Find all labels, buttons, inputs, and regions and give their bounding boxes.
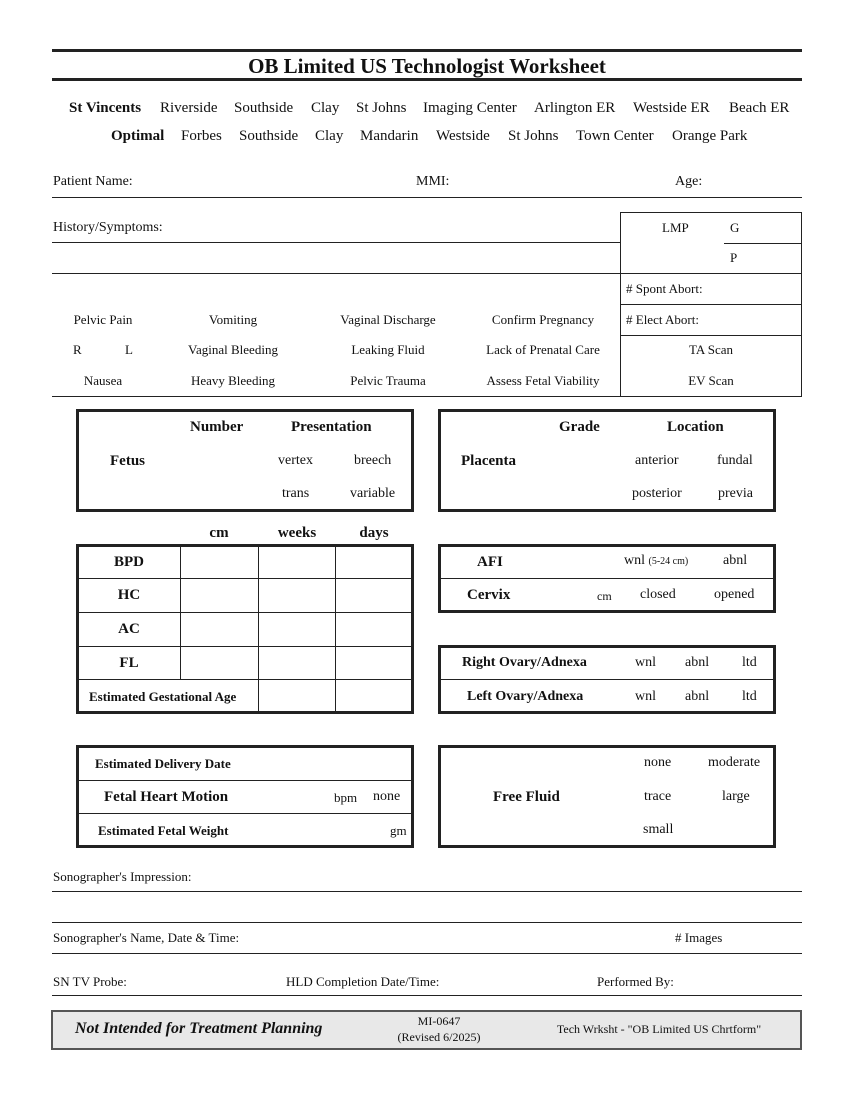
age-label: Age: <box>675 174 703 189</box>
location-group-label: Optimal <box>111 128 165 144</box>
cervix-closed-option[interactable]: closed <box>640 587 676 602</box>
images-label: # Images <box>675 930 723 945</box>
divider <box>78 813 412 814</box>
history-line[interactable] <box>52 242 620 243</box>
fetus-presentation-header: Presentation <box>291 419 372 435</box>
biometry-row-label: AC <box>118 621 140 637</box>
afi-wnl-option[interactable] <box>624 553 688 569</box>
symptom-option[interactable]: Confirm Pregnancy <box>491 312 595 327</box>
biometry-row-label: FL <box>119 655 139 671</box>
left-ovary-abnl[interactable]: abnl <box>685 689 710 704</box>
fhm-none-option[interactable]: none <box>373 789 401 804</box>
placenta-label: Placenta <box>461 453 516 469</box>
placenta-grade-header: Grade <box>559 419 600 435</box>
placenta-option[interactable]: previa <box>718 486 753 501</box>
divider <box>620 304 802 305</box>
symptom-option[interactable]: Pelvic Pain <box>73 312 133 327</box>
biometry-row-label: HC <box>117 587 141 603</box>
right-ovary-wnl[interactable]: wnl <box>635 655 656 670</box>
symptom-option[interactable]: Vomiting <box>208 312 258 327</box>
history-label: History/Symptoms: <box>53 220 163 235</box>
symptom-option[interactable]: Assess Fetal Viability <box>486 373 600 388</box>
biometry-row-label: BPD <box>114 554 144 570</box>
location-option[interactable]: Clay <box>315 128 344 144</box>
afi-abnl-option[interactable]: abnl <box>723 553 748 568</box>
probe-label: SN TV Probe: <box>53 974 127 989</box>
symptom-option[interactable]: R <box>73 342 82 357</box>
divider <box>724 243 802 244</box>
location-option[interactable]: St Johns <box>508 128 559 144</box>
symptom-option[interactable]: Leaking Fluid <box>351 342 425 357</box>
location-option[interactable]: Forbes <box>181 128 222 144</box>
divider <box>78 612 412 613</box>
location-option[interactable]: Clay <box>311 100 340 116</box>
symptom-option[interactable]: L <box>125 342 133 357</box>
divider <box>78 679 412 680</box>
patient-name-label: Patient Name: <box>53 174 133 189</box>
footer-form-name: Tech Wrksht - "OB Limited US Chrtform" <box>556 1022 762 1036</box>
efw-label: Estimated Fetal Weight <box>98 823 229 838</box>
free-fluid-option[interactable]: none <box>644 755 672 770</box>
fetus-number-header: Number <box>190 419 244 435</box>
cervix-cm-unit: cm <box>597 589 612 603</box>
impression-label: Sonographer's Impression: <box>53 869 192 884</box>
symptom-option[interactable]: Lack of Prenatal Care <box>486 342 600 357</box>
divider <box>78 780 412 781</box>
location-option[interactable]: St Johns <box>356 100 407 116</box>
footer-form-number: MI-0647 <box>417 1014 461 1028</box>
gravida-label: G <box>730 220 740 235</box>
presentation-option[interactable]: trans <box>282 486 310 501</box>
location-option[interactable]: Mandarin <box>360 128 419 144</box>
title-bottom-rule <box>52 78 802 81</box>
symptom-option[interactable]: Vaginal Discharge <box>340 312 436 327</box>
free-fluid-option[interactable]: large <box>722 789 750 804</box>
presentation-option[interactable]: breech <box>354 453 392 468</box>
afi-range-text: (5-24 cm) <box>648 556 689 567</box>
presentation-option[interactable]: variable <box>350 486 396 501</box>
left-ovary-ltd[interactable]: ltd <box>742 689 757 704</box>
placenta-location-header: Location <box>667 419 724 435</box>
patient-field-line[interactable] <box>52 197 802 198</box>
impression-line[interactable] <box>52 922 802 923</box>
footer-disclaimer: Not Intended for Treatment Planning <box>75 1020 323 1037</box>
divider <box>440 679 774 680</box>
location-option[interactable]: Southside <box>234 100 294 116</box>
probe-line[interactable] <box>52 995 802 996</box>
mmi-label: MMI: <box>416 174 450 189</box>
sonographer-line[interactable] <box>52 953 802 954</box>
afi-label: AFI <box>477 554 503 570</box>
lmp-label: LMP <box>662 220 689 235</box>
cervix-label: Cervix <box>467 587 511 603</box>
afi-wnl-text: wnl <box>624 553 645 568</box>
symptom-option[interactable]: Vaginal Bleeding <box>188 342 278 357</box>
ega-label: Estimated Gestational Age <box>89 689 237 704</box>
biometry-header-days: days <box>359 525 389 541</box>
location-option[interactable]: Arlington ER <box>534 100 616 116</box>
left-ovary-label: Left Ovary/Adnexa <box>467 689 584 704</box>
divider <box>440 578 774 579</box>
spont-abort-label: # Spont Abort: <box>626 281 703 296</box>
bpm-unit: bpm <box>334 790 358 805</box>
location-option[interactable]: Imaging Center <box>423 100 517 116</box>
title-top-rule <box>52 49 802 52</box>
fhm-label: Fetal Heart Motion <box>104 789 229 805</box>
biometry-header-cm: cm <box>209 525 229 541</box>
right-ovary-abnl[interactable]: abnl <box>685 655 710 670</box>
right-ovary-label: Right Ovary/Adnexa <box>462 655 587 670</box>
location-option[interactable]: Westside ER <box>633 100 710 116</box>
divider <box>258 546 259 712</box>
location-group-label: St Vincents <box>69 100 142 116</box>
history-line[interactable] <box>52 273 620 274</box>
hld-label: HLD Completion Date/Time: <box>286 974 440 989</box>
placenta-option[interactable]: fundal <box>717 453 753 468</box>
gm-unit: gm <box>390 823 407 838</box>
ta-scan-option[interactable]: TA Scan <box>688 342 734 357</box>
cervix-opened-option[interactable]: opened <box>714 587 755 602</box>
edd-label: Estimated Delivery Date <box>95 756 231 771</box>
placenta-option[interactable]: posterior <box>632 486 682 501</box>
free-fluid-label: Free Fluid <box>493 789 560 805</box>
fetus-label: Fetus <box>110 453 145 469</box>
free-fluid-option[interactable]: moderate <box>708 755 761 770</box>
location-option[interactable]: Southside <box>239 128 299 144</box>
free-fluid-option[interactable]: trace <box>644 789 672 804</box>
divider <box>620 273 802 274</box>
symptom-option[interactable]: Nausea <box>83 373 123 388</box>
para-label: P <box>730 250 738 265</box>
divider <box>180 546 181 679</box>
location-option[interactable]: Beach ER <box>729 100 790 116</box>
biometry-header-weeks: weeks <box>277 525 317 541</box>
left-ovary-wnl[interactable]: wnl <box>635 689 656 704</box>
divider <box>620 335 802 336</box>
page-title: OB Limited US Technologist Worksheet <box>248 54 606 78</box>
divider <box>78 646 412 647</box>
impression-line[interactable] <box>52 891 802 892</box>
location-option[interactable]: Town Center <box>576 128 654 144</box>
performed-by-label: Performed By: <box>597 974 674 989</box>
elect-abort-label: # Elect Abort: <box>626 312 699 327</box>
free-fluid-option[interactable]: small <box>643 822 674 837</box>
symptom-option[interactable]: Heavy Bleeding <box>190 373 276 388</box>
symptom-option[interactable]: Pelvic Trauma <box>350 373 426 388</box>
location-option[interactable]: Riverside <box>160 100 218 116</box>
divider <box>78 578 412 579</box>
footer-revised: (Revised 6/2025) <box>397 1030 481 1044</box>
placenta-option[interactable]: anterior <box>635 453 679 468</box>
presentation-option[interactable]: vertex <box>278 453 313 468</box>
ev-scan-option[interactable]: EV Scan <box>688 373 734 388</box>
location-option[interactable]: Westside <box>436 128 490 144</box>
divider <box>335 546 336 712</box>
location-option[interactable]: Orange Park <box>672 128 748 144</box>
sonographer-label: Sonographer's Name, Date & Time: <box>53 930 240 945</box>
right-ovary-ltd[interactable]: ltd <box>742 655 757 670</box>
